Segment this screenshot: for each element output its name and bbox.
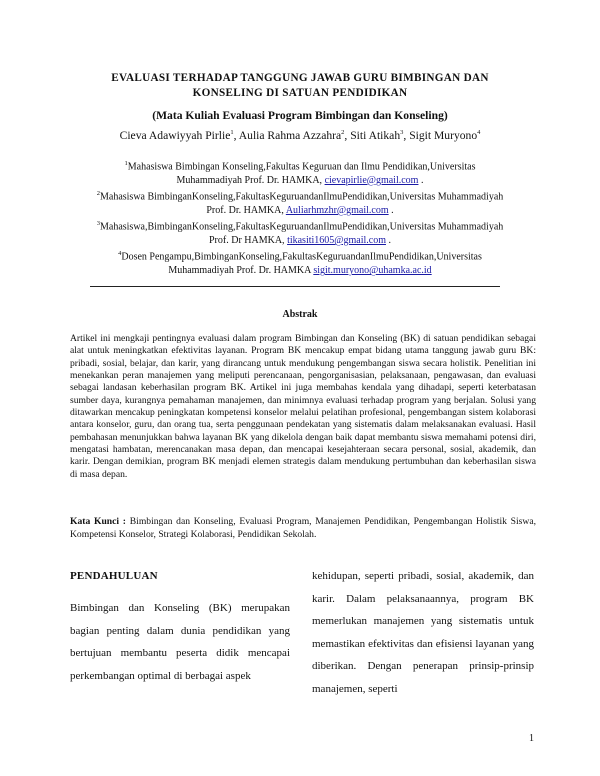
keywords-list: Bimbingan dan Konseling, Evaluasi Program, Manajemen Pendidikan, Pengembangan Holistik Siswa, Kompetensi Konselor, Strategi Kolaborasi, Pendidikan Sekolah. [70,516,537,540]
affiliation-1-num: 1 [124,160,128,167]
author-list: Cieva Adawiyyah Pirlie$^1$, Aulia Rahma Azzahra$^2$, Siti Atikah$^3$, Sigit Muryono$^4$ [119,129,481,142]
header-divider [90,286,500,287]
affiliation-1-tail: . [418,174,424,186]
author-2-mark: 2 [341,129,345,137]
affiliation-4-email-link[interactable]: sigit.muryono@uhamka.ac.id [313,265,432,277]
author-1: Cieva Adawiyyah Pirlie [119,129,231,142]
affiliation-2-num: 2 [96,190,100,198]
paper-title [60,71,540,101]
page-number: 1 [529,733,534,744]
author-1-mark: 1 [230,129,234,137]
title-line-2: KONSELING DI SATUAN PENDIDIKAN [192,87,408,99]
affiliation-2-line1: Mahasiswa BimbinganKonseling,FakultasKeguruandanIlmuPendidikan,Universitas Muhammadiyah [99,191,504,203]
abstract-body: Artikel ini mengkaji pentingnya evaluasi dalam program Bimbingan dan Konseling (BK) di satuan pendidikan sebagai alat untuk meningkatkan efektivitas layanan. Program BK mencakup empat bidang utama tanggung jawab guru BK: pribadi, sosial, belajar, dan karir, yang dirancang untuk mendukung pengembangan siswa secara holistik. Penelitian ini menekankan peran manajemen yang meliputi perencanaan, pengorganisasian, pelaksanaan, pengawasan, dan evaluasi sebagai landasan keberhasilan program BK. Artikel ini juga membahas kendala yang dihadapi, seperti keterbatasan sumber daya, kurangnya pemahaman manajemen, dan minimnya evaluasi terhadap program yang berjalan. Solusi yang ditawarkan mencakup peningkatan kompetensi konselor melalui pelatihan profesional, pengembangan sistem kolaborasi antara konselor, guru, dan orang tua, serta penggunaan pendekatan yang sistematis dalam melaksanakan evaluasi. Hasil pembahasan menunjukkan bahwa layanan BK yang dikelola dengan baik dapat membantu siswa memahami potensi diri, mengatasi hambatan, merencanakan masa depan, dan mencapai kesejahteraan secara personal, sosial, akademik, dan karir. Dengan demikian, program BK menjadi elemen strategis dalam mendukung pertumbuhan dan keberhasilan siswa di masa depan. [70,333,536,480]
affiliation-3-line2: Prof. Dr HAMKA, [209,235,288,247]
affiliation-2-email-link[interactable]: Auliarhmzhr@gmail.com [285,204,389,216]
author-3: Siti Atikah [350,129,401,142]
affiliation-4 [80,247,520,277]
title-line-1: EVALUASI TERHADAP TANGGUNG JAWAB GURU BIMBINGAN DAN [111,72,489,84]
affiliation-4-num: 4 [118,250,122,258]
affiliation-2-tail: . [388,204,394,216]
keywords-label: Kata Kunci : [70,516,127,527]
affiliation-1-line1: Mahasiswa Bimbingan Konseling,Fakultas Keguruan dan Ilmu Pendidikan,Universitas [127,161,476,173]
affiliation-4-line2: Muhammadiyah Prof. Dr. HAMKA [168,265,314,277]
affiliation-1-email-link[interactable]: cievapirlie@gmail.com [324,174,419,186]
affiliation-1-line2: Muhammadiyah Prof. Dr. HAMKA, [176,174,325,186]
intro-left-column: Bimbingan dan Konseling (BK) merupakan bagian penting dalam dunia pendidikan yang bertujuan membantu peserta didik mencapai perkembangan optimal di berbagai aspek [70,602,290,682]
affiliation-1 [80,157,520,187]
abstract-heading: Abstrak [282,309,318,320]
author-3-mark: 3 [400,129,404,137]
intro-right-column: kehidupan, seperti pribadi, sosial, akademik, dan karir. Dalam pelaksanaannya, program BK memerlukan manajemen yang sistematis untuk memastikan efektivitas dan efisiensi layanan yang diberikan. Dengan penerapan prinsip-prinsip manajemen, seperti [312,570,534,695]
affiliation-3-num: 3 [96,220,100,228]
section-heading-pendahuluan: PENDAHULUAN [70,570,158,582]
affiliation-3-email-link[interactable]: tikasiti1605@gmail.com [287,235,386,247]
keywords [70,516,536,542]
affiliation-2 [80,187,520,217]
course-subtitle: (Mata Kuliah Evaluasi Program Bimbingan dan Konseling) [152,109,448,122]
affiliation-2-line2: Prof. Dr. HAMKA, [206,204,286,216]
author-4-mark: 4 [477,129,481,137]
affiliation-4-line1: Dosen Pengampu,BimbinganKonseling,FakultasKeguruandanIlmuPendidikan,Universitas [121,251,482,263]
affiliation-3-line1: Mahasiswa,BimbinganKonseling,FakultasKeguruandanIlmuPendidikan,Universitas Muhammadiyah [99,221,504,233]
author-4: Sigit Muryono [409,129,478,142]
affiliation-3-tail: . [385,235,391,247]
affiliation-3 [80,217,520,247]
author-2: Aulia Rahma Azzahra [238,129,342,142]
affiliations [80,157,520,278]
